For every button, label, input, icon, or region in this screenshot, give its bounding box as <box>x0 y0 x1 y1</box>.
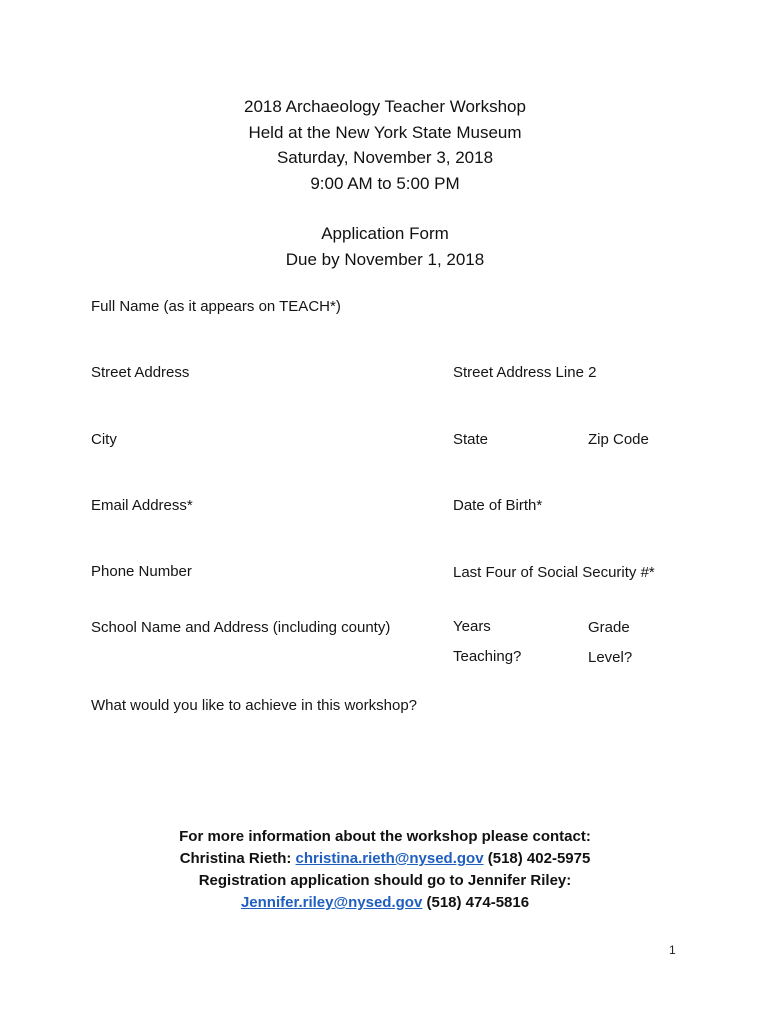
email-label: Email Address* <box>91 497 193 514</box>
workshop-time: 9:00 AM to 5:00 PM <box>310 173 460 193</box>
contact-line-rieth <box>0 848 770 870</box>
workshop-title: 2018 Archaeology Teacher Workshop <box>244 97 526 116</box>
city-label: City <box>91 431 117 448</box>
page-number: 1 <box>669 943 676 957</box>
contact-line-riley <box>0 892 770 914</box>
workshop-header <box>0 94 770 196</box>
workshop-date: Saturday, November 3, 2018 <box>276 148 494 167</box>
workshop-goals-label: What would you like to achieve in this workshop? <box>91 697 418 714</box>
contact1-name: Christina Rieth: <box>179 850 292 867</box>
ssn-last-four-label: Last Four of Social Security #* <box>453 564 655 581</box>
contact1-phone: (518) 402-5975 <box>487 850 591 867</box>
street-address-label: Street Address <box>91 364 190 381</box>
contact1-email-link[interactable]: christina.rieth@nysed.gov <box>295 850 484 867</box>
date-of-birth-label: Date of Birth* <box>453 497 543 514</box>
grade-level-line2: Level? <box>588 649 633 666</box>
zip-code-label: Zip Code <box>588 431 649 448</box>
grade-level-label <box>588 613 632 673</box>
grade-level-line1: Grade <box>588 619 630 636</box>
application-title: Application Form <box>321 224 449 243</box>
contact2-email-link[interactable]: Jennifer.riley@nysed.gov <box>240 894 423 911</box>
contact-intro: For more information about the workshop please contact: <box>179 828 591 845</box>
years-teaching-line1: Years <box>453 618 491 635</box>
application-header <box>0 221 770 272</box>
contact2-phone: (518) 474-5816 <box>426 894 530 911</box>
contact-footer <box>0 826 770 914</box>
application-due-date: Due by November 1, 2018 <box>285 249 485 269</box>
years-teaching-line2: Teaching? <box>453 648 522 665</box>
phone-label: Phone Number <box>91 563 192 580</box>
registration-instructions: Registration application should go to Jennifer Riley: <box>198 872 572 889</box>
state-label: State <box>453 431 489 448</box>
street-address-2-label: Street Address Line 2 <box>453 364 597 381</box>
school-label: School Name and Address (including county) <box>91 619 391 636</box>
years-teaching-label <box>453 612 521 672</box>
workshop-location: Held at the New York State Museum <box>248 122 522 142</box>
full-name-label: Full Name (as it appears on TEACH*) <box>91 298 341 315</box>
